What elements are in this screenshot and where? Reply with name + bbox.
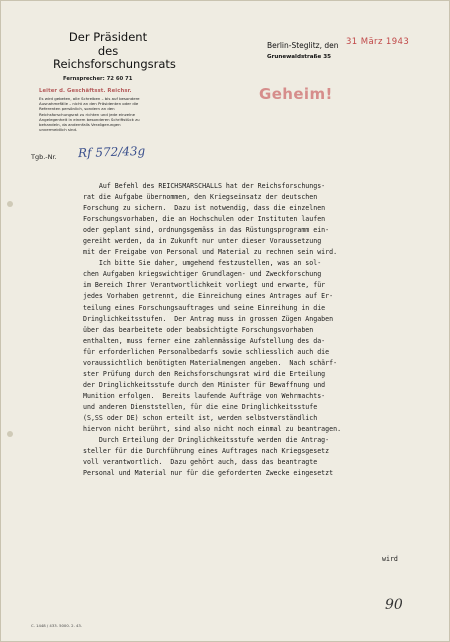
body-line: Auf Befehl des REICHSMARSCHALLS hat der Reichsforschungs- — [83, 182, 326, 190]
body-line: voll verantwortlich. Dazu gehört auch, dass das beantragte — [83, 458, 318, 467]
punch-hole — [7, 201, 13, 207]
body-line: gereiht werden, da in Zukunft nur unter dieser Voraussetzung — [83, 237, 322, 246]
body-line: über das bearbeitete oder beabsichtigte Forschungsvorhaben — [83, 325, 314, 334]
body-line: (S,SS oder DE) schon erteilt ist, werden selbstverständlich — [83, 413, 318, 422]
body-line: enthalten, muss ferner eine zahlenmässige Aufstellung des da- — [83, 336, 326, 345]
punch-hole — [7, 431, 13, 437]
body-line: der Dringlichkeitsstufe durch den Minister für Bewaffnung und — [83, 380, 326, 389]
body-line: hiervon nicht berührt, sind also nicht noch einmal zu beantragen. — [83, 425, 342, 434]
body-line: für erforderlichen Personalbedarfs sowie schliesslich auch die — [83, 347, 330, 356]
body-line: chen Aufgaben kriegswichtiger Grundlagen- und Zweckforschung — [83, 270, 322, 279]
body-line: teilung eines Forschungsauftrages und seine Einreihung in die — [83, 303, 326, 312]
body-line: Personal und Material nur für die geforderten Zwecke eingesetzt — [83, 469, 334, 478]
date-stamp: 31 März 1943 — [346, 37, 410, 47]
street-address: Grunewaldstraße 35 — [267, 54, 332, 60]
body-line: Munition erfolgen. Bereits laufende Aufträge von Wehrmachts- — [83, 391, 326, 400]
place-line: Berlin-Steglitz, den — [267, 41, 339, 50]
body-line: Forschungsvorhaben, die an Hochschulen oder Instituten laufen — [83, 215, 326, 224]
handwritten-reference: Rf 572/43g — [77, 143, 146, 161]
letter-body — [83, 181, 433, 479]
correspondence-notice: Es wird gebeten, alle Schreiben – bis auf besondere Ausnahmefälle – nicht an den Präsidenten oder die Referenten persönlich, sondern an den Reichsforschungsrat zu richten und jede einzelne Angelegenheit in einem besonderen Schriftstück zu behandeln, da andernfalls Verzögerungen unvermeidlich sind. — [39, 96, 140, 133]
letterhead-title — [53, 30, 176, 72]
body-line: voraussichtlich benötigten Materialmengen angeben. Nach schärf- — [83, 358, 338, 367]
body-line: im Bereich Ihrer Verantwortlichkeit vorliegt und erwarte, für — [83, 281, 326, 290]
body-line: oder geplant sind, ordnungsgemäss in das Rüstungsprogramm ein- — [83, 226, 330, 235]
body-line: Durch Erteilung der Dringlichkeitsstufe werden die Antrag- — [83, 436, 330, 445]
letterhead-line: Der Präsident — [68, 30, 148, 44]
office-stamp: Leiter d. Geschäftsst. Reichsr. — [39, 88, 132, 94]
body-line: jedes Vorhaben getrennt, die Einreichung eines Antrages auf Er- — [83, 292, 334, 301]
body-line: mit der Freigabe von Personal und Material zu rechnen sein wird. — [83, 248, 338, 257]
body-line: ster Prüfung durch den Reichsforschungsrat wird die Erteilung — [83, 369, 326, 378]
handwritten-page-mark: 90 — [385, 597, 403, 613]
letterhead-line: des — [97, 43, 119, 58]
body-line: steller für die Durchführung eines Auftrages nach Kriegsgesetz — [83, 447, 330, 456]
body-line: Dringlichkeitsstufen. Der Antrag muss in grossen Zügen Angaben — [83, 314, 334, 323]
continuation-word: wird — [382, 555, 398, 563]
body-line: und anderen Dienststellen, für die eine Dringlichkeitsstufe — [83, 402, 318, 411]
letterhead-line: Reichsforschungsrats — [53, 57, 176, 71]
classification-stamp: Geheim! — [259, 85, 333, 103]
reference-label: Tgb.-Nr. — [31, 153, 57, 161]
print-code: C. 1448 / 433. 5000. 2. 43. — [31, 623, 83, 628]
body-line: rat die Aufgabe übernommen, den Kriegseinsatz der deutschen — [83, 193, 318, 202]
body-line: Ich bitte Sie daher, umgehend festzustellen, was an sol- — [83, 259, 322, 268]
body-line: Forschung zu sichern. Dazu ist notwendig, dass die einzelnen — [83, 204, 326, 213]
phone-number: Fernsprecher: 72 60 71 — [63, 76, 133, 82]
